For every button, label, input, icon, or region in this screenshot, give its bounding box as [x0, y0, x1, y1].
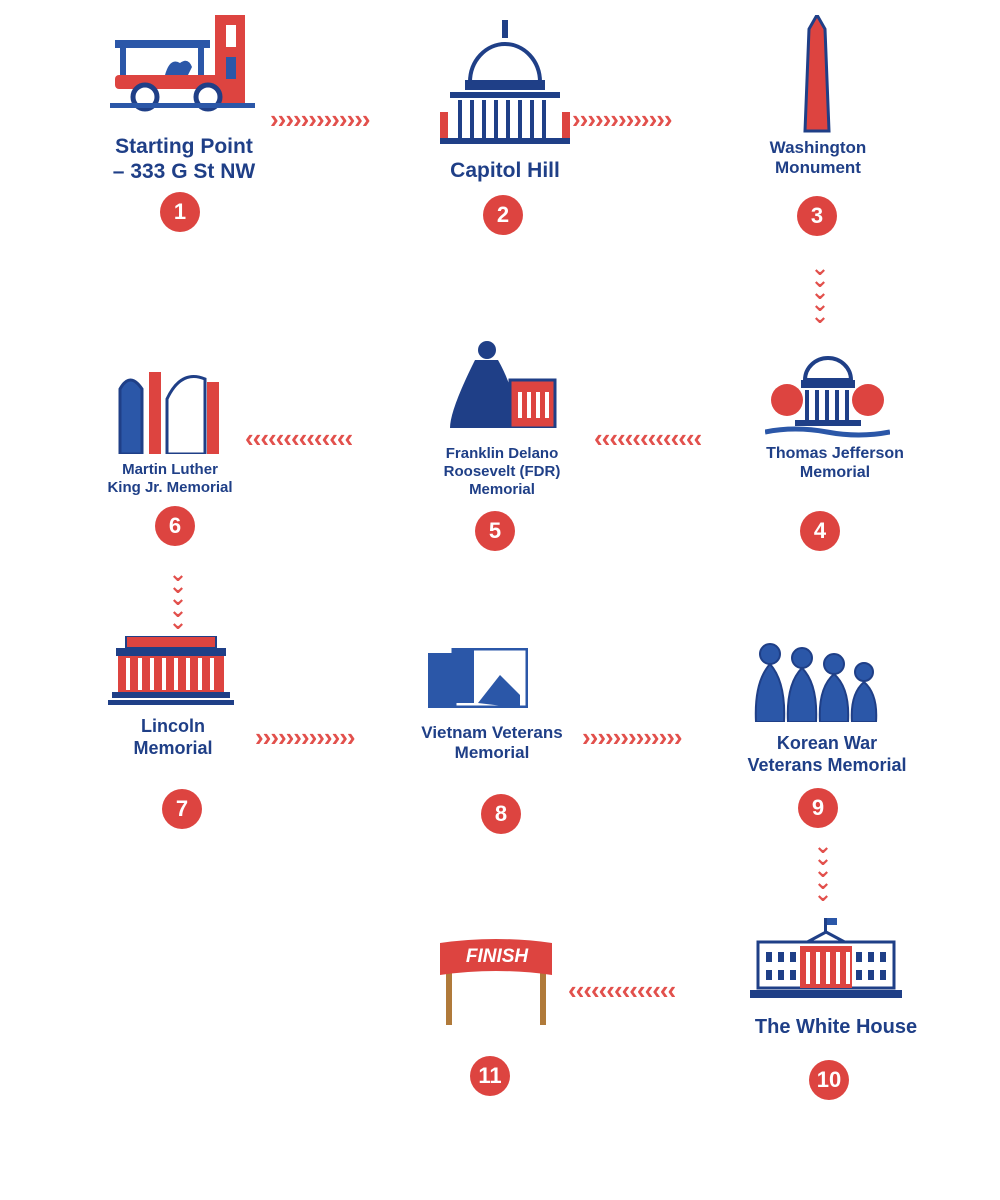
white-house-icon — [750, 918, 902, 1000]
stop-1-label: Starting Point – 333 G St NW — [112, 135, 256, 184]
stop-2-badge: 2 — [483, 195, 523, 235]
stop-5-label: Franklin Delano Roosevelt (FDR) Memorial — [443, 445, 561, 498]
stop-4-badge: 4 — [800, 511, 840, 551]
stop-4-label: Thomas Jefferson Memorial — [766, 445, 904, 482]
mlk-stone-icon — [115, 372, 225, 454]
arrow-10-11: ‹‹‹‹‹‹‹‹‹‹‹‹‹‹ — [568, 975, 676, 1005]
arrow-3-4: ⌄ ⌄ ⌄ ⌄ ⌄ — [810, 255, 830, 328]
finish-banner-text: FINISH — [465, 946, 529, 967]
stop-7-badge: 7 — [162, 789, 202, 829]
obelisk-icon — [800, 15, 834, 133]
golf-cart-icon — [110, 15, 255, 115]
soldiers-icon — [752, 642, 884, 722]
capitol-dome-icon — [440, 20, 570, 148]
arrow-4-5: ‹‹‹‹‹‹‹‹‹‹‹‹‹‹ — [594, 423, 702, 453]
arrow-2-3: ››››››››››››› — [572, 104, 672, 134]
stop-9-label: Korean War Veterans Memorial — [747, 733, 907, 775]
stop-3-badge: 3 — [797, 196, 837, 236]
stop-2-label: Capitol Hill — [450, 159, 560, 182]
arrow-5-6: ‹‹‹‹‹‹‹‹‹‹‹‹‹‹ — [245, 423, 353, 453]
vietnam-wall-icon — [428, 648, 528, 708]
stop-6-label: Martin Luther King Jr. Memorial — [107, 461, 233, 496]
stop-10-label: The White House — [754, 1016, 918, 1038]
arrow-7-8: ››››››››››››› — [255, 722, 355, 752]
arrow-8-9: ››››››››››››› — [582, 722, 682, 752]
arrow-6-7: ⌄ ⌄ ⌄ ⌄ ⌄ — [168, 561, 188, 634]
arrow-9-10: ⌄ ⌄ ⌄ ⌄ ⌄ — [813, 833, 833, 906]
stop-7-label: Lincoln Memorial — [133, 716, 213, 758]
stop-6-badge: 6 — [155, 506, 195, 546]
arrow-1-2: ››››››››››››› — [270, 104, 370, 134]
jefferson-rotunda-icon — [765, 350, 890, 440]
stop-3-label: Washington Monument — [769, 138, 867, 178]
lincoln-temple-icon — [108, 636, 234, 706]
stop-11-badge: 11 — [470, 1056, 510, 1096]
stop-10-badge: 10 — [809, 1060, 849, 1100]
stop-5-badge: 5 — [475, 511, 515, 551]
stop-9-badge: 9 — [798, 788, 838, 828]
fdr-statue-icon — [445, 340, 560, 428]
stop-8-label: Vietnam Veterans Memorial — [421, 723, 563, 763]
stop-1-badge: 1 — [160, 192, 200, 232]
stop-8-badge: 8 — [481, 794, 521, 834]
